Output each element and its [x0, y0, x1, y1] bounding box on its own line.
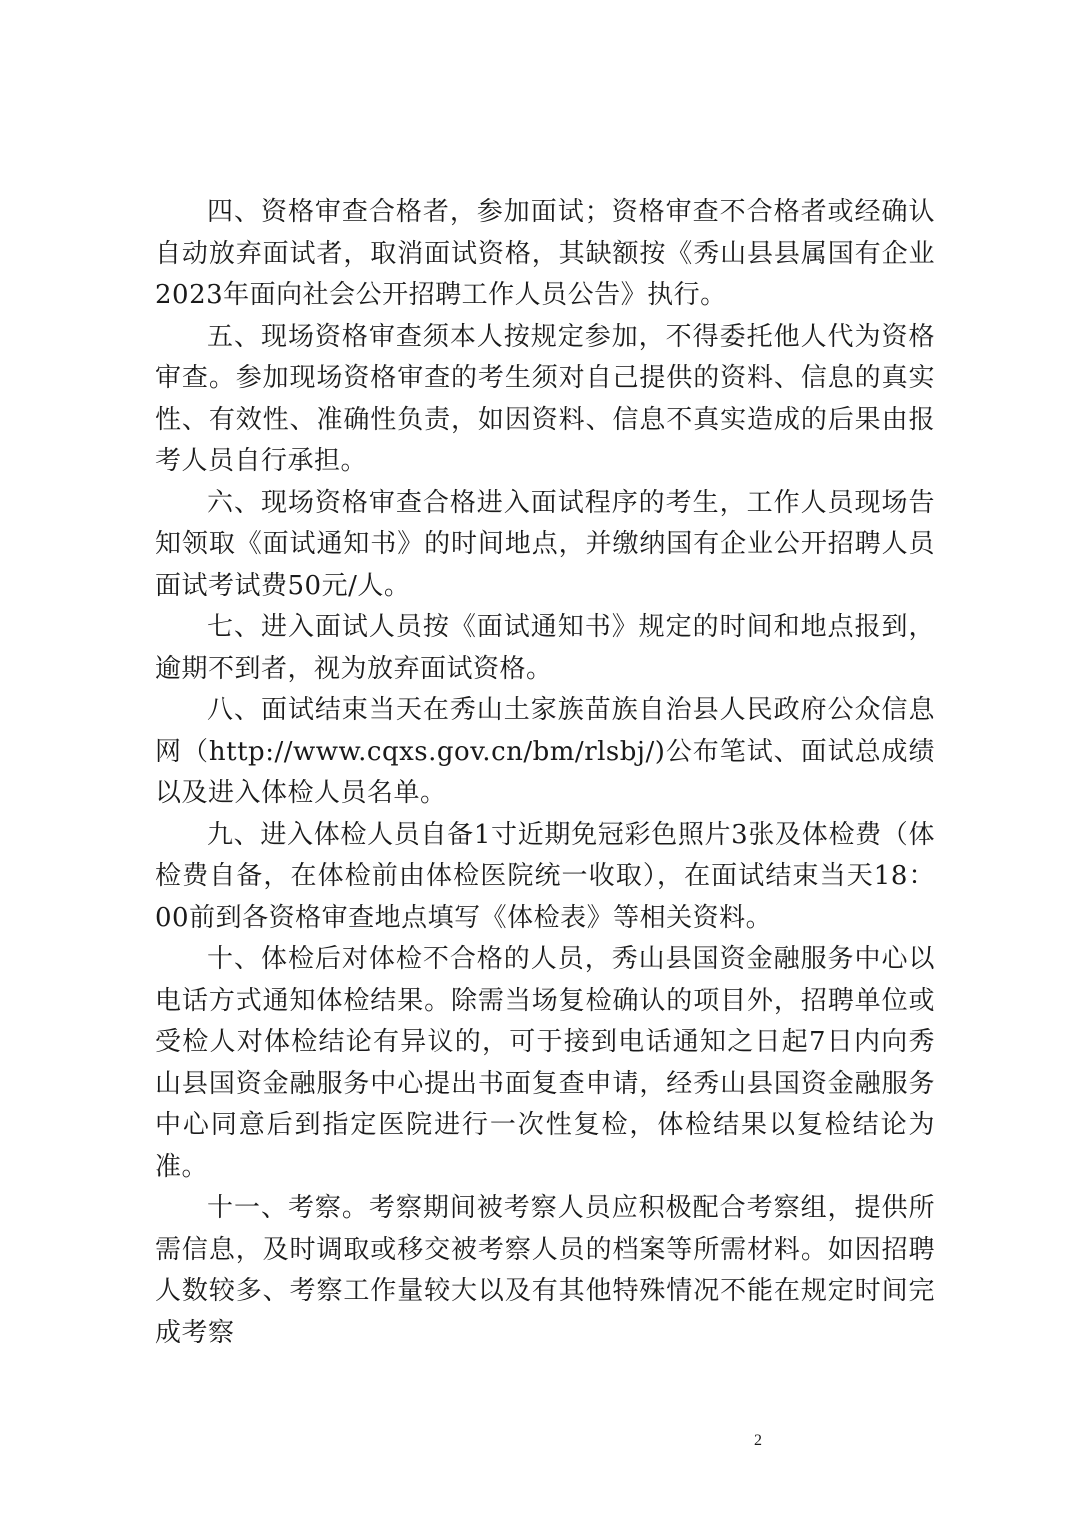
- paragraph-item-5: 五、现场资格审查须本人按规定参加，不得委托他人代为资格审查。参加现场资格审查的考生须对自己提供的资料、信息的真实性、有效性、准确性负责，如因资料、信息不真实造成的后果由报考人员自行承担。: [155, 321, 935, 476]
- document-body: [155, 192, 935, 1354]
- paragraph-item-10: 十、体检后对体检不合格的人员，秀山县国资金融服务中心以电话方式通知体检结果。除需当场复检确认的项目外，招聘单位或受检人对体检结论有异议的，可于接到电话通知之日起7日内向秀山县国资金融服务中心提出书面复查申请，经秀山县国资金融服务中心同意后到指定医院进行一次性复检，体检结果以复检结论为准。: [155, 944, 935, 1182]
- page-number: 2: [754, 1432, 762, 1449]
- paragraph-item-11: 十一、考察。考察期间被考察人员应积极配合考察组，提供所需信息，及时调取或移交被考察人员的档案等所需材料。如因招聘人数较多、考察工作量较大以及有其他特殊情况不能在规定时间完成考察: [155, 1193, 935, 1348]
- paragraph-item-8: 八、面试结束当天在秀山土家族苗族自治县人民政府公众信息网（http://www.cqxs.gov.cn/bm/rlsbj/)公布笔试、面试总成绩以及进入体检人员名单。: [155, 695, 935, 808]
- paragraph-item-4: 四、资格审查合格者，参加面试；资格审查不合格者或经确认自动放弃面试者，取消面试资格，其缺额按《秀山县县属国有企业2023年面向社会公开招聘工作人员公告》执行。: [155, 197, 935, 310]
- paragraph-item-7: 七、进入面试人员按《面试通知书》规定的时间和地点报到，逾期不到者，视为放弃面试资格。: [155, 612, 935, 684]
- paragraph-item-6: 六、现场资格审查合格进入面试程序的考生，工作人员现场告知领取《面试通知书》的时间地点，并缴纳国有企业公开招聘人员面试考试费50元/人。: [155, 487, 935, 601]
- paragraph-item-9: 九、进入体检人员自备1寸近期免冠彩色照片3张及体检费（体检费自备，在体检前由体检医院统一收取），在面试结束当天18：00前到各资格审查地点填写《体检表》等相关资料。: [155, 819, 935, 933]
